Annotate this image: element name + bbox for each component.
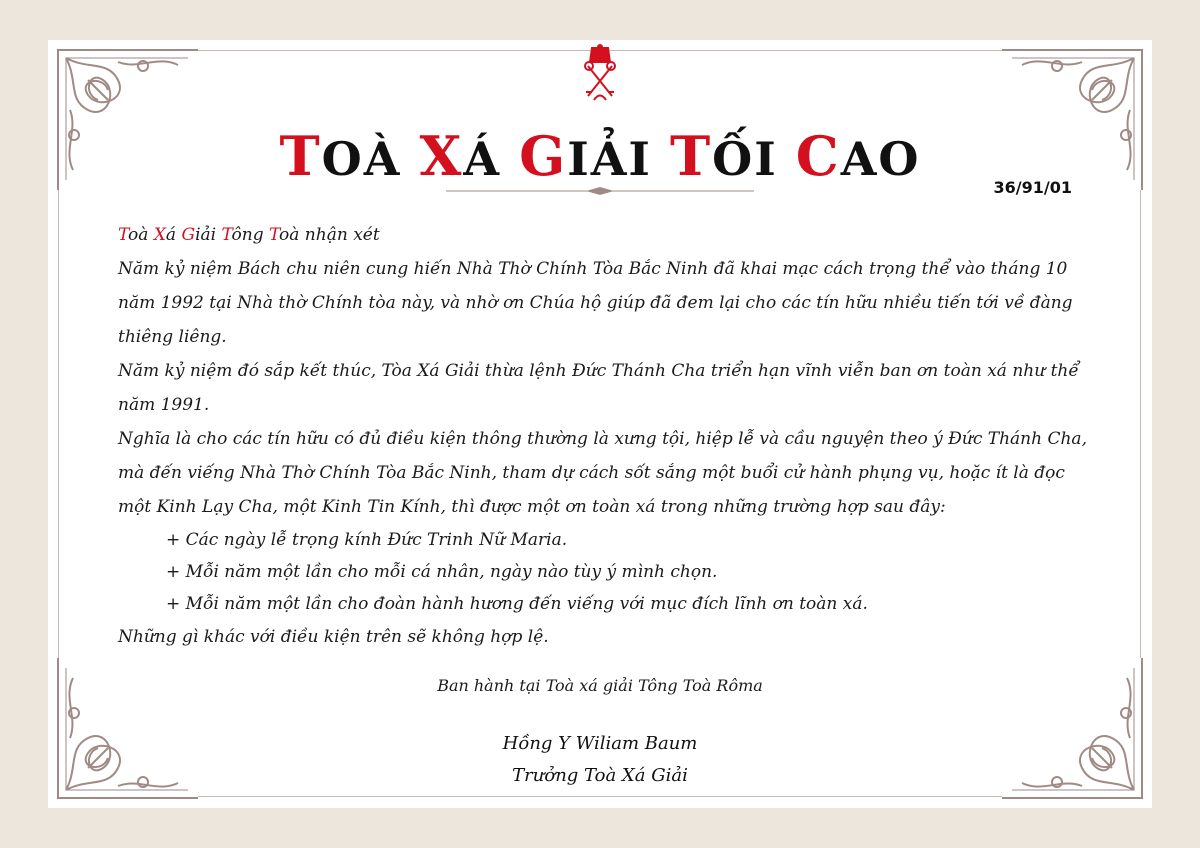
list-item: + Các ngày lễ trọng kính Đức Trinh Nữ Maria.: [166, 530, 568, 550]
issued-at: Ban hành tại Toà xá giải Tông Toà Rôma: [437, 676, 763, 695]
title-word-5: CAO: [795, 124, 921, 188]
list-item: + Mỗi năm một lần cho mỗi cá nhân, ngày nào tùy ý mình chọn.: [166, 562, 718, 582]
paragraph-3: Nghĩa là cho các tín hữu có đủ điều kiện thông thường là xưng tội, hiệp lễ và cầu nguyện theo ý Đức Thánh Cha, mà đến viếng Nhà Thờ Chính Tòa Bắc Ninh, tham dự cách sốt sắng một buổi cử hành phụng vụ, hoặc ít là đọc một Kinh Lạy Cha, một Kinh Tin Kính, thì được một ơn toàn xá trong những trường hợp sau đây:: [118, 429, 1087, 517]
title-word-2: XÁ: [419, 124, 520, 188]
document-body: [118, 218, 1094, 654]
papal-keys-emblem-icon: [580, 44, 620, 104]
page-title: [48, 126, 1152, 189]
title-divider: [446, 186, 754, 196]
title-word-4: TỐI: [669, 124, 796, 188]
document-number: 36/91/01: [993, 178, 1072, 197]
list-item: + Mỗi năm một lần cho đoàn hành hương đến viếng với mục đích lĩnh ơn toàn xá.: [166, 594, 868, 614]
signer-name: Hồng Y Wiliam Baum: [502, 733, 698, 754]
signature-block: [48, 728, 1152, 792]
conditions-list: [118, 524, 1094, 620]
closing-statement: Những gì khác với điều kiện trên sẽ không hợp lệ.: [118, 627, 549, 647]
frame-edge-right: [1140, 190, 1142, 658]
title-word-3: GIẢI: [519, 124, 670, 188]
paragraph-2: Năm kỷ niệm đó sắp kết thúc, Tòa Xá Giải thừa lệnh Đức Thánh Cha triển hạn vĩnh viễn ban ơn toàn xá như thể năm 1991.: [118, 361, 1079, 415]
salutation: Toà Xá Giải Tông Toà nhận xét: [118, 225, 380, 245]
frame-edge-bottom: [198, 796, 1002, 798]
paragraph-1: Năm kỷ niệm Bách chu niên cung hiến Nhà Thờ Chính Tòa Bắc Ninh đã khai mạc cách trọng thể vào tháng 10 năm 1992 tại Nhà thờ Chính tòa này, và nhờ ơn Chúa hộ giúp đã đem lại cho các tín hữu nhiều tiến tới về đàng thiêng liêng.: [118, 259, 1073, 347]
frame-edge-left: [58, 190, 60, 658]
title-word-1: TOÀ: [279, 124, 420, 188]
signer-title: Trưởng Toà Xá Giải: [512, 765, 688, 786]
certificate-sheet: [48, 40, 1152, 808]
